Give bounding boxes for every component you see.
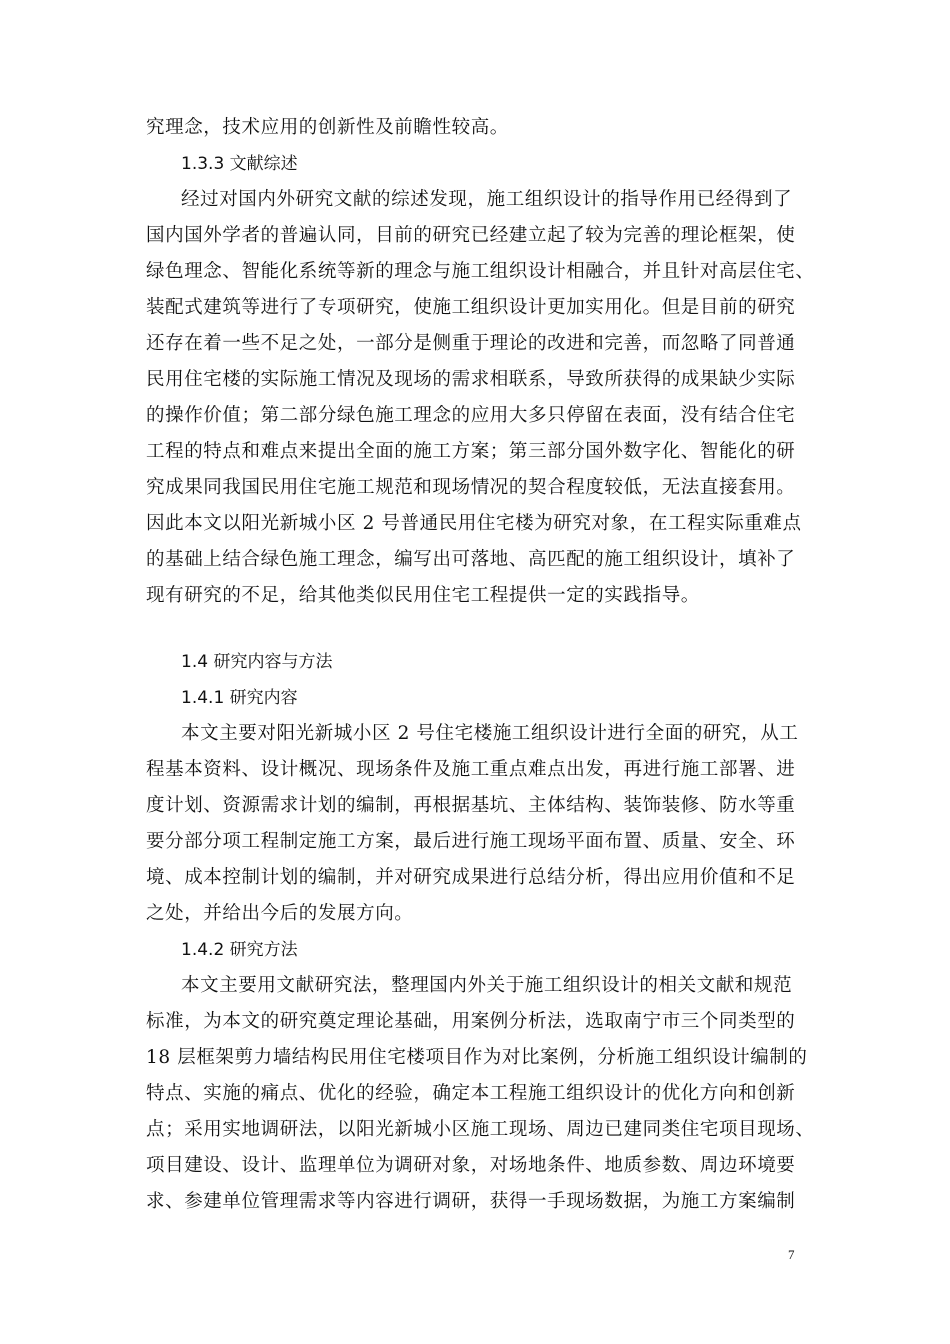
section-heading-1-4-1: 1.4.1 研究内容 [181,688,298,708]
paragraph-line: 本文主要对阳光新城小区 2 号住宅楼施工组织设计进行全面的研究，从工 [181,723,799,744]
paragraph-line: 现有研究的不足，给其他类似民用住宅工程提供一定的实践指导。 [146,585,700,606]
paragraph-line: 经过对国内外研究文献的综述发现，施工组织设计的指导作用已经得到了 [181,189,793,210]
paragraph-line: 境、成本控制计划的编制，并对研究成果进行总结分析，得出应用价值和不足 [146,867,796,888]
paragraph-line: 度计划、资源需求计划的编制，再根据基坑、主体结构、装饰装修、防水等重 [146,795,796,816]
section-heading-1-4-2: 1.4.2 研究方法 [181,940,298,960]
paragraph-line: 求、参建单位管理需求等内容进行调研，获得一手现场数据，为施工方案编制 [146,1191,796,1212]
paragraph-line: 的操作价值；第二部分绿色施工理念的应用大多只停留在表面，没有结合住宅 [146,405,796,426]
paragraph-line: 民用住宅楼的实际施工情况及现场的需求相联系，导致所获得的成果缺少实际 [146,369,796,390]
paragraph-line: 点；采用实地调研法，以阳光新城小区施工现场、周边已建同类住宅项目现场、 [146,1119,815,1140]
paragraph-line: 的基础上结合绿色施工理念，编写出可落地、高匹配的施工组织设计，填补了 [146,549,796,570]
paragraph-line: 究理念，技术应用的创新性及前瞻性较高。 [146,117,509,138]
section-heading-1-4: 1.4 研究内容与方法 [181,652,333,672]
paragraph-line: 特点、实施的痛点、优化的经验，确定本工程施工组织设计的优化方向和创新 [146,1083,796,1104]
paragraph-line: 还存在着一些不足之处，一部分是侧重于理论的改进和完善，而忽略了同普通 [146,333,796,354]
paragraph-line: 国内国外学者的普遍认同，目前的研究已经建立起了较为完善的理论框架，使 [146,225,796,246]
paragraph-line: 工程的特点和难点来提出全面的施工方案；第三部分国外数字化、智能化的研 [146,441,796,462]
paragraph-line: 究成果同我国民用住宅施工规范和现场情况的契合程度较低，无法直接套用。 [146,477,796,498]
paragraph-line: 项目建设、设计、监理单位为调研对象，对场地条件、地质参数、周边环境要 [146,1155,796,1176]
paragraph-line: 要分部分项工程制定施工方案，最后进行施工现场平面布置、质量、安全、环 [146,831,796,852]
paragraph-line: 标准，为本文的研究奠定理论基础，用案例分析法，选取南宁市三个同类型的 [146,1011,796,1032]
paragraph-line: 之处，并给出今后的发展方向。 [146,903,414,924]
page-number: 7 [788,1247,795,1262]
paragraph-line: 程基本资料、设计概况、现场条件及施工重点难点出发，再进行施工部署、进 [146,759,796,780]
section-heading-1-3-3: 1.3.3 文献综述 [181,154,298,174]
paragraph-line: 绿色理念、智能化系统等新的理念与施工组织设计相融合，并且针对高层住宅、 [146,261,815,282]
paragraph-line: 因此本文以阳光新城小区 2 号普通民用住宅楼为研究对象，在工程实际重难点 [146,513,802,534]
paragraph-line: 本文主要用文献研究法，整理国内外关于施工组织设计的相关文献和规范 [181,975,793,996]
paragraph-line: 装配式建筑等进行了专项研究，使施工组织设计更加实用化。但是目前的研究 [146,297,796,318]
paragraph-line: 18 层框架剪力墙结构民用住宅楼项目作为对比案例，分析施工组织设计编制的 [146,1047,808,1068]
